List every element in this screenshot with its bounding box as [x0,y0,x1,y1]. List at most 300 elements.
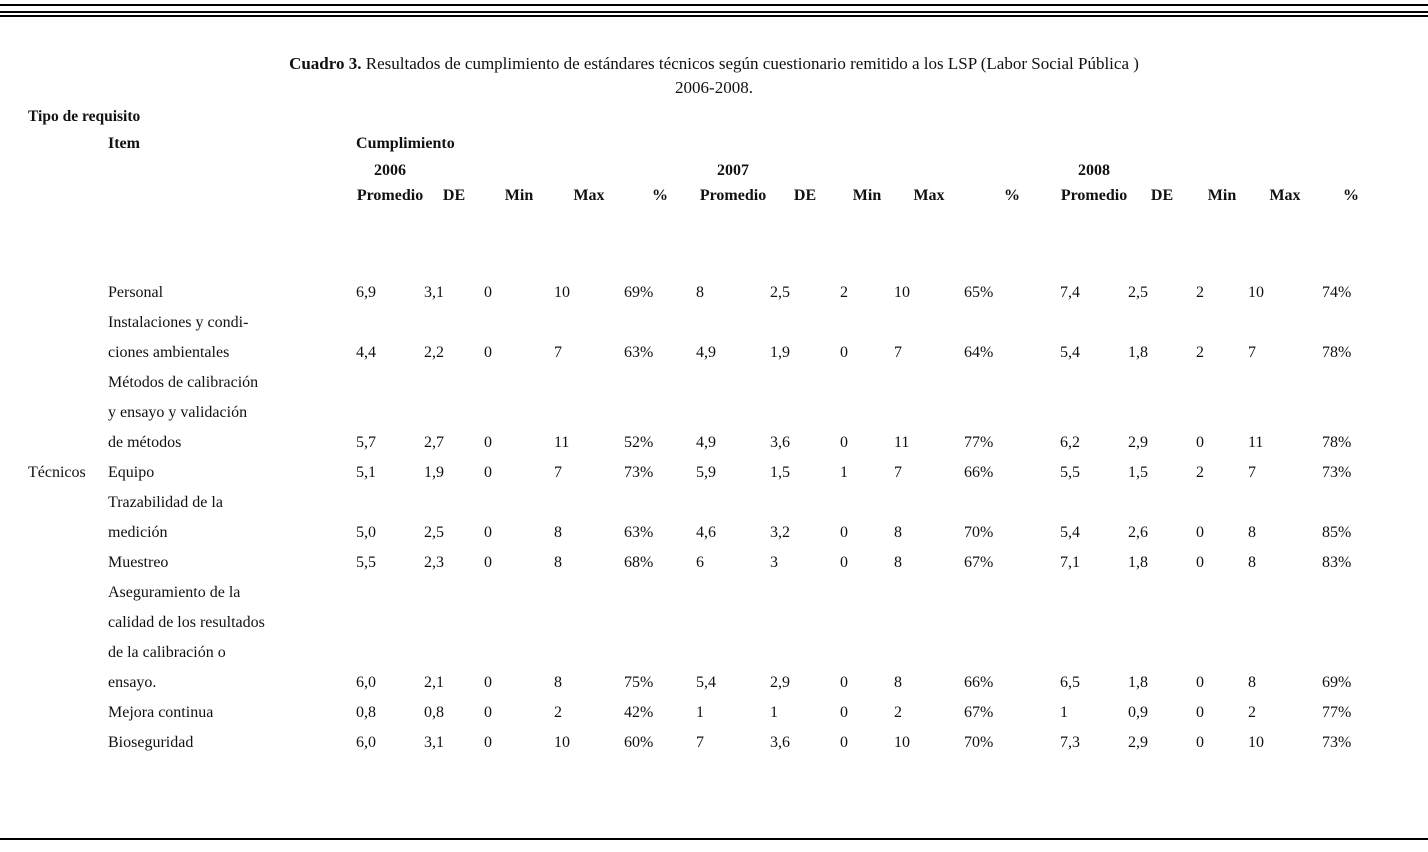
tipo-cell [28,728,108,758]
value-cell [356,368,424,398]
value-cell: 67% [964,704,994,721]
value-cell [1196,488,1248,518]
value-cell: 2,3 [424,554,445,571]
value-cell: 2 [1248,704,1257,721]
header-row-tipo [28,104,1380,130]
value-cell: 1,5 [770,464,791,481]
table-row [28,728,1380,758]
value-cell: 3 [770,554,779,571]
value-cell [1248,488,1322,518]
value-cell [356,488,424,518]
item-name-line: y ensayo y validación [108,404,248,421]
value-cell [1196,578,1248,608]
value-cell: 7 [894,344,903,361]
value-cell: 1,8 [1128,554,1149,571]
metric-header-max: Max [573,187,605,204]
value-cell: 10 [894,284,911,301]
value-cell [840,608,894,638]
value-cell: 2,5 [424,524,445,541]
value-cell: 10 [894,734,911,751]
value-cell [1322,578,1380,608]
tipo-cell [28,668,108,698]
value-cell: 4,4 [356,344,377,361]
value-cell [1128,608,1196,638]
value-cell [554,398,624,428]
metric-header-max: Max [1269,187,1301,204]
value-cell [696,308,770,338]
value-cell: 2,5 [770,284,791,301]
value-cell [770,308,840,338]
value-cell [1248,578,1322,608]
value-cell: 73% [624,464,654,481]
tipo-cell [28,428,108,458]
value-cell [1248,608,1322,638]
value-cell [1196,308,1248,338]
value-cell [964,638,1060,668]
item-name-line: Personal [108,284,164,301]
value-cell [1322,398,1380,428]
value-cell: 77% [1322,704,1352,721]
value-cell [356,578,424,608]
value-cell: 11 [1248,434,1264,451]
value-cell: 73% [1322,734,1352,751]
table-row [28,428,1380,458]
value-cell: 6,5 [1060,674,1081,691]
value-cell: 5,4 [1060,344,1081,361]
value-cell [1060,368,1128,398]
results-table [28,104,1380,758]
value-cell: 83% [1322,554,1352,571]
value-cell: 78% [1322,434,1352,451]
table-row [28,308,1380,338]
tipo-cell [28,608,108,638]
value-cell [964,368,1060,398]
value-cell: 2,1 [424,674,445,691]
value-cell [894,398,964,428]
value-cell: 69% [1322,674,1352,691]
value-cell [1196,638,1248,668]
value-cell: 52% [624,434,654,451]
value-cell [356,398,424,428]
value-cell [1060,638,1128,668]
table-row [28,638,1380,668]
value-cell [1322,488,1380,518]
value-cell: 1,9 [424,464,445,481]
value-cell: 1 [840,464,849,481]
item-name-line: ensayo. [108,674,157,691]
metric-header-min: Min [504,187,534,204]
value-cell: 7 [894,464,903,481]
value-cell: 4,9 [696,434,717,451]
corner-header: Tipo de requisito [28,108,141,125]
value-cell [624,578,696,608]
value-cell [1060,608,1128,638]
item-name-line: ciones ambientales [108,344,230,361]
value-cell [1322,608,1380,638]
metric-header-de: DE [1150,187,1174,204]
value-cell: 10 [1248,284,1265,301]
tipo-cell [28,698,108,728]
item-header: Item [108,135,140,152]
value-cell [1060,398,1128,428]
value-cell: 70% [964,734,994,751]
value-cell: 2 [554,704,563,721]
table-row [28,578,1380,608]
value-cell: 73% [1322,464,1352,481]
value-cell: 63% [624,524,654,541]
value-cell: 7 [1248,344,1257,361]
value-cell: 74% [1322,284,1352,301]
value-cell [424,578,484,608]
table-row [28,398,1380,428]
value-cell [1128,578,1196,608]
tipo-cell [28,368,108,398]
value-cell [356,638,424,668]
value-cell [1248,308,1322,338]
value-cell: 5,4 [696,674,717,691]
value-cell: 8 [894,524,903,541]
value-cell: 4,9 [696,344,717,361]
value-cell: 2 [1196,344,1205,361]
tipo-cell [28,338,108,368]
value-cell: 65% [964,284,994,301]
value-cell: 0 [1196,554,1205,571]
top-rule-double-upper [0,11,1428,13]
value-cell [1248,638,1322,668]
value-cell [770,488,840,518]
top-rule-thin [0,4,1428,6]
value-cell [964,398,1060,428]
value-cell: 8 [894,674,903,691]
value-cell [696,578,770,608]
value-cell: 7 [554,344,563,361]
value-cell: 2,9 [1128,734,1149,751]
value-cell [1128,368,1196,398]
value-cell: 0 [484,284,493,301]
value-cell: 0 [484,344,493,361]
value-cell [1322,308,1380,338]
value-cell: 6,0 [356,674,377,691]
value-cell [1322,368,1380,398]
cumplimiento-header: Cumplimiento [356,135,455,152]
metric-header-pct: % [1004,187,1021,204]
value-cell [770,368,840,398]
value-cell: 0 [484,524,493,541]
value-cell: 7 [1248,464,1257,481]
value-cell [484,608,554,638]
value-cell: 0 [484,434,493,451]
year-header-2008: 2008 [1078,162,1111,179]
value-cell: 63% [624,344,654,361]
value-cell [356,608,424,638]
value-cell: 66% [964,674,994,691]
value-cell [770,398,840,428]
value-cell: 6,9 [356,284,377,301]
value-cell: 2,7 [424,434,445,451]
table-row [28,278,1380,308]
value-cell: 8 [1248,554,1257,571]
value-cell: 75% [624,674,654,691]
caption-text: Resultados de cumplimiento de estándares técnicos según cuestionario remitido a los LSP (Labor Social Pública ) [361,54,1139,73]
tipo-cell [28,488,108,518]
value-cell: 5,1 [356,464,377,481]
value-cell: 2,2 [424,344,445,361]
value-cell [484,638,554,668]
value-cell [356,308,424,338]
value-cell: 8 [1248,674,1257,691]
metric-header-de: DE [442,187,466,204]
table-row [28,548,1380,578]
value-cell: 2 [1196,284,1205,301]
value-cell: 70% [964,524,994,541]
value-cell [1322,638,1380,668]
table-row [28,368,1380,398]
value-cell: 0 [840,434,849,451]
header-row-years [28,158,1380,184]
value-cell [696,368,770,398]
value-cell [624,308,696,338]
value-cell: 3,1 [424,284,445,301]
value-cell [894,308,964,338]
tipo-cell [28,398,108,428]
metric-header-promedio: Promedio [356,187,424,204]
item-name-line: medición [108,524,168,541]
value-cell [624,488,696,518]
value-cell: 11 [894,434,910,451]
year-header-2006: 2006 [374,162,407,179]
value-cell [554,368,624,398]
value-cell [484,308,554,338]
value-cell: 5,0 [356,524,377,541]
item-name-line: Instalaciones y condi- [108,314,249,331]
value-cell: 68% [624,554,654,571]
value-cell [1128,308,1196,338]
value-cell [1060,308,1128,338]
table-row [28,608,1380,638]
value-cell [554,608,624,638]
value-cell: 2 [1196,464,1205,481]
value-cell: 85% [1322,524,1352,541]
value-cell [840,398,894,428]
value-cell: 6 [696,554,705,571]
tipo-cell [28,578,108,608]
value-cell: 2,5 [1128,284,1149,301]
value-cell: 8 [554,524,563,541]
value-cell [1248,368,1322,398]
value-cell [624,398,696,428]
header-data-spacer [28,208,1380,278]
value-cell [840,368,894,398]
item-name-line: de la calibración o [108,644,226,661]
value-cell [554,578,624,608]
value-cell: 0 [840,674,849,691]
value-cell: 0 [840,734,849,751]
value-cell [1128,488,1196,518]
value-cell: 60% [624,734,654,751]
value-cell: 69% [624,284,654,301]
value-cell: 5,5 [356,554,377,571]
value-cell: 1,8 [1128,344,1149,361]
value-cell [424,638,484,668]
value-cell: 67% [964,554,994,571]
value-cell [964,308,1060,338]
value-cell: 0 [1196,524,1205,541]
value-cell: 2 [894,704,903,721]
value-cell [964,488,1060,518]
value-cell: 0,8 [356,704,377,721]
item-name-line: calidad de los resultados [108,614,265,631]
value-cell [894,368,964,398]
top-rule-double-lower [0,15,1428,17]
metric-header-de: DE [793,187,817,204]
value-cell [554,308,624,338]
item-name-line: Aseguramiento de la [108,584,241,601]
value-cell [624,638,696,668]
value-cell: 77% [964,434,994,451]
value-cell: 1,8 [1128,674,1149,691]
value-cell: 5,9 [696,464,717,481]
value-cell: 5,7 [356,434,377,451]
caption-line-2: 2006-2008. [675,78,753,97]
value-cell: 11 [554,434,570,451]
value-cell: 7,3 [1060,734,1081,751]
value-cell [770,638,840,668]
value-cell: 10 [554,734,571,751]
value-cell: 7 [554,464,563,481]
metric-header-min: Min [1207,187,1237,204]
value-cell [1128,638,1196,668]
value-cell [424,398,484,428]
table-row [28,458,1380,488]
value-cell [894,638,964,668]
value-cell: 0 [484,734,493,751]
table-row [28,488,1380,518]
value-cell [1196,608,1248,638]
value-cell [1128,398,1196,428]
value-cell: 0 [484,554,493,571]
bottom-rule [0,838,1428,840]
value-cell [894,488,964,518]
value-cell [554,488,624,518]
value-cell: 0 [1196,434,1205,451]
value-cell: 7,4 [1060,284,1081,301]
item-name-line: Mejora continua [108,704,214,721]
value-cell: 6,2 [1060,434,1081,451]
value-cell [424,488,484,518]
value-cell: 8 [894,554,903,571]
value-cell: 42% [624,704,654,721]
value-cell [840,578,894,608]
table-row [28,518,1380,548]
value-cell: 0,9 [1128,704,1149,721]
value-cell: 0 [1196,674,1205,691]
value-cell: 1 [1060,704,1069,721]
value-cell: 7,1 [1060,554,1081,571]
value-cell [696,638,770,668]
header-row-metrics [28,184,1380,208]
value-cell: 0 [484,704,493,721]
value-cell: 78% [1322,344,1352,361]
tipo-cell [28,548,108,578]
value-cell: 0 [484,674,493,691]
table-row [28,698,1380,728]
metric-header-promedio: Promedio [699,187,767,204]
value-cell [484,578,554,608]
value-cell: 3,1 [424,734,445,751]
value-cell: 1,5 [1128,464,1149,481]
value-cell: 8 [554,554,563,571]
value-cell [840,308,894,338]
value-cell [1248,398,1322,428]
value-cell: 10 [1248,734,1265,751]
item-name-line: Equipo [108,464,155,481]
value-cell: 10 [554,284,571,301]
metric-header-min: Min [852,187,882,204]
value-cell [696,608,770,638]
value-cell: 0 [840,344,849,361]
value-cell: 0 [840,554,849,571]
value-cell [964,608,1060,638]
metric-header-promedio: Promedio [1060,187,1128,204]
value-cell: 2,9 [1128,434,1149,451]
value-cell: 1,9 [770,344,791,361]
tipo-cell [28,278,108,308]
item-name-line: Métodos de calibración [108,374,259,391]
value-cell [624,608,696,638]
value-cell: 0 [1196,734,1205,751]
value-cell [484,488,554,518]
value-cell [1060,578,1128,608]
value-cell: 0 [484,464,493,481]
value-cell [484,368,554,398]
tipo-cell [28,638,108,668]
value-cell [840,488,894,518]
value-cell [894,578,964,608]
value-cell [770,578,840,608]
table-row [28,668,1380,698]
value-cell: 8 [1248,524,1257,541]
value-cell [840,638,894,668]
value-cell: 1 [696,704,705,721]
value-cell: 64% [964,344,994,361]
value-cell [696,398,770,428]
caption-label: Cuadro 3. [289,54,362,73]
value-cell [554,638,624,668]
value-cell: 7 [696,734,705,751]
row-group-label: Técnicos [28,464,86,481]
value-cell: 3,6 [770,734,791,751]
value-cell: 0 [1196,704,1205,721]
value-cell: 66% [964,464,994,481]
table-row [28,338,1380,368]
item-name-line: Trazabilidad de la [108,494,223,511]
value-cell: 5,4 [1060,524,1081,541]
value-cell: 2,9 [770,674,791,691]
value-cell: 4,6 [696,524,717,541]
value-cell [894,608,964,638]
tipo-cell [28,308,108,338]
metric-header-pct: % [652,187,669,204]
item-name-line: de métodos [108,434,182,451]
value-cell: 5,5 [1060,464,1081,481]
header-row-item [28,130,1380,158]
value-cell: 3,6 [770,434,791,451]
value-cell [1060,488,1128,518]
metric-header-pct: % [1343,187,1360,204]
value-cell: 3,2 [770,524,791,541]
value-cell: 6,0 [356,734,377,751]
value-cell: 8 [554,674,563,691]
